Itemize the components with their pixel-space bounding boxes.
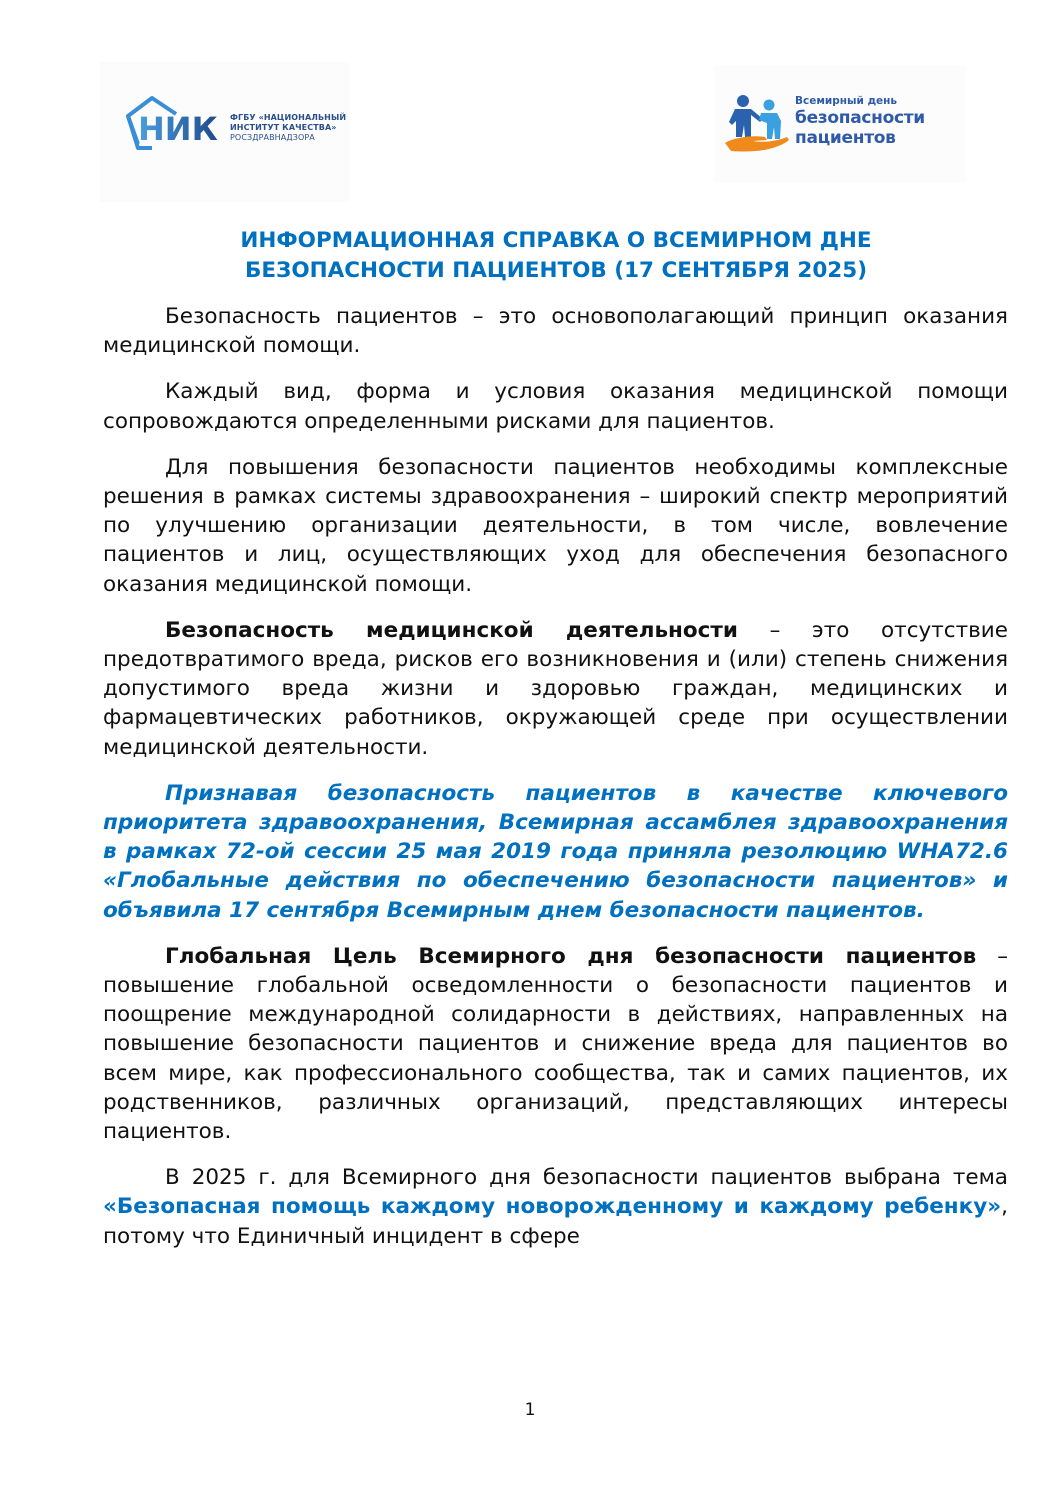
people-helping-hand-icon xyxy=(723,93,793,155)
paragraph-1: Безопасность пациентов – это основополагающий принцип оказания медицинской помощи. xyxy=(103,304,1008,359)
nik-logo-line3: РОСЗДРАВНАДЗОРА xyxy=(230,133,315,142)
patient-safety-day-text xyxy=(795,95,925,148)
nik-logo-line1: ФГБУ «НАЦИОНАЛЬНЫЙ xyxy=(230,113,347,122)
title-line1: ИНФОРМАЦИОННАЯ СПРАВКА О ВСЕМИРНОМ ДНЕ xyxy=(240,228,872,253)
page-number: 1 xyxy=(524,1400,536,1420)
patient-safety-day-logo xyxy=(715,65,965,183)
logo-line1: Всемирный день xyxy=(795,95,898,107)
theme-2025: «Безопасная помощь каждому новорожденному и каждому ребенку» xyxy=(103,1194,1002,1220)
paragraph-3: Для повышения безопасности пациентов необходимы комплексные решения в рамках системы здравоохранения – широкий спектр мероприятий по улучшению организации деятельности, в том числе, вовлечение пациентов и лиц, осуществляющих уход для обеспечения безопасного оказания медицинской помощи. xyxy=(103,454,1008,597)
logo-line2: безопасности xyxy=(795,108,925,128)
nik-house-icon xyxy=(124,96,229,158)
paragraph-2: Каждый вид, форма и условия оказания медицинской помощи сопровождаются определенными рисками для пациентов. xyxy=(103,379,1008,434)
paragraph-7-start: В 2025 г. для Всемирного дня безопасности пациентов выбрана тема xyxy=(165,1165,1008,1191)
term-global-goal: Глобальная Цель Всемирного дня безопасности пациентов xyxy=(165,943,977,969)
paragraph-4-text: – это отсутствие предотвратимого вреда, рисков его возникновения и (или) степень снижения допустимого вреда жизни и здоровью граждан, медицинских и фармацевтических работников, окружающей среде при осуществлении медицинской деятельности. xyxy=(103,617,1008,760)
paragraph-4 xyxy=(103,616,1008,762)
logo-line3: пациентов xyxy=(795,128,896,148)
svg-text:НИК: НИК xyxy=(138,110,218,148)
nik-logo xyxy=(100,62,350,202)
nik-logo-line2: ИНСТИТУТ КАЧЕСТВА» xyxy=(230,123,337,132)
title-line2: БЕЗОПАСНОСТИ ПАЦИЕНТОВ (17 СЕНТЯБРЯ 2025) xyxy=(244,258,868,283)
paragraph-5-resolution: Признавая безопасность пациентов в качестве ключевого приоритета здравоохранения, Всемирная ассамблея здравоохранения в рамках 72-ой сессии 25 мая 2019 года приняла резолюцию WHA72.6 «Глобальные действия по обеспечению безопасности пациентов» и объявила 17 сентября Всемирным днем безопасности пациентов. xyxy=(103,780,1008,923)
document-body xyxy=(103,302,1008,1251)
paragraph-6-text: – повышение глобальной осведомленности о безопасности пациентов и поощрение международной солидарности в действиях, направленных на повышение безопасности пациентов и снижение вреда для пациентов во всем мире, как профессионального сообщества, так и самих пациентов, их родственников, различных организаций, представляющих интересы пациентов. xyxy=(103,943,1008,1145)
paragraph-7 xyxy=(103,1163,1008,1251)
document-title xyxy=(100,226,1012,286)
nik-logo-text xyxy=(230,113,346,143)
paragraph-6 xyxy=(103,942,1008,1146)
paragraph-7-end: , потому что Единичный инцидент в сфере xyxy=(103,1194,1008,1249)
term-medical-safety: Безопасность медицинской деятельности xyxy=(165,617,738,643)
